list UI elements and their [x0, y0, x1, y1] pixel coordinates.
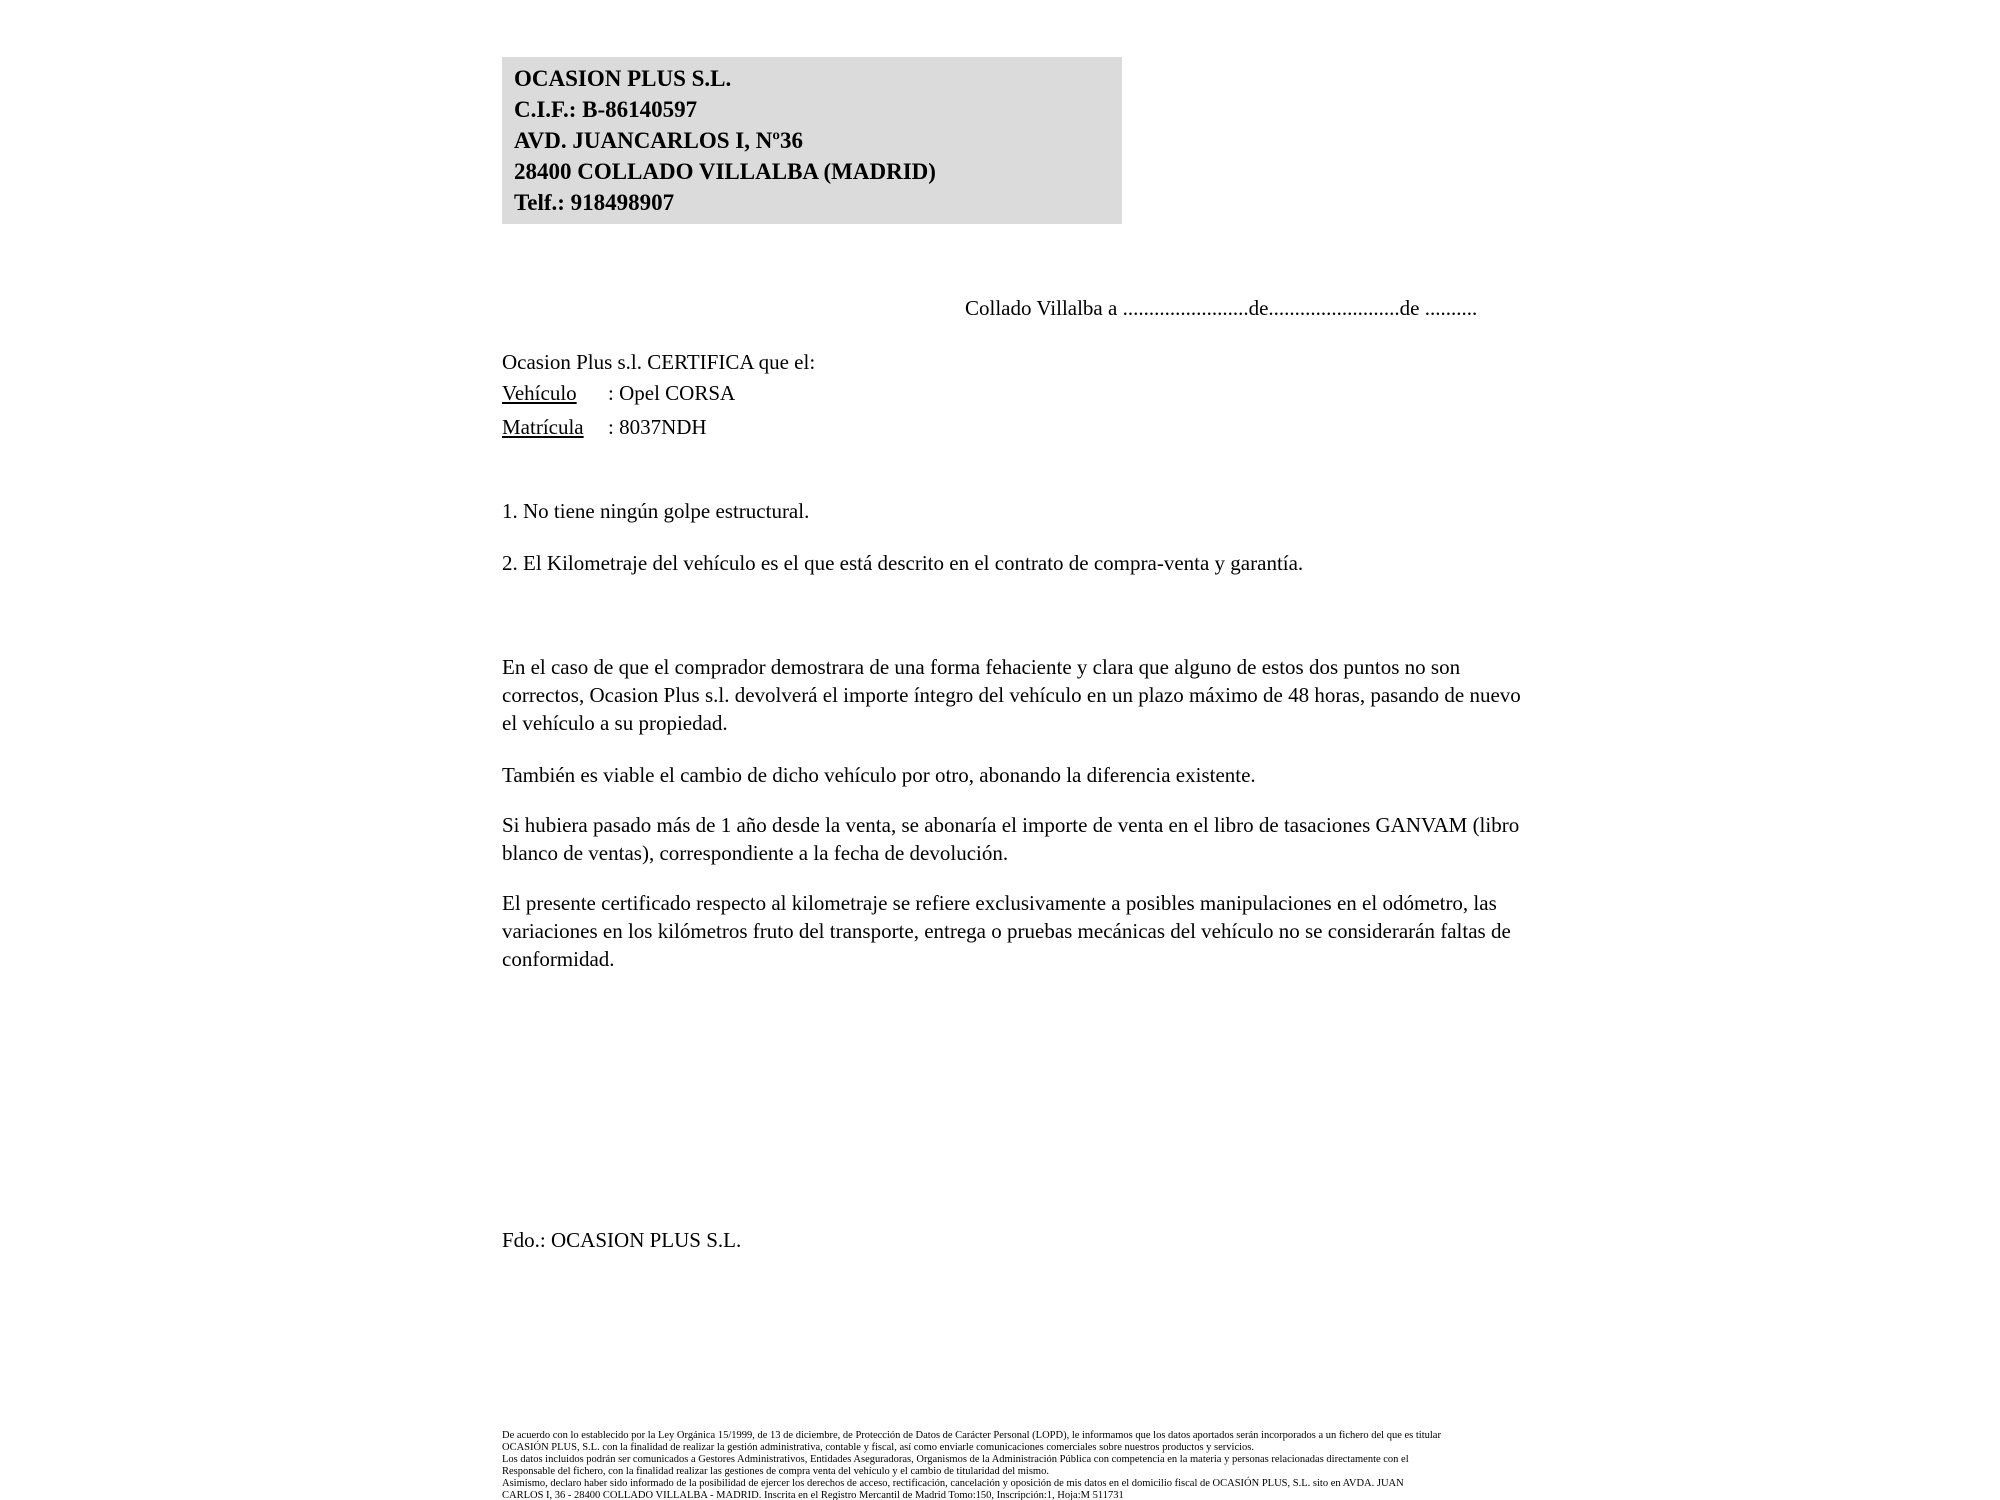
date-line: Collado Villalba a ........................de.........................de .......... [965, 296, 1478, 320]
company-name: OCASION PLUS S.L. [514, 66, 732, 91]
vehicle-label: Vehículo [502, 381, 577, 405]
paragraph-odometer: El presente certificado respecto al kilometraje se refiere exclusivamente a posibles manipulaciones en el odómetro, las variaciones en los kilómetros fruto del transporte, entrega o pruebas mecánicas del vehículo no se considerarán faltas de conformidad. [502, 891, 1511, 971]
vehicle-row [502, 381, 1537, 405]
company-cif: C.I.F.: B-86140597 [514, 97, 698, 122]
legal-footer-line: OCASIÓN PLUS, S.L. con la finalidad de realizar la gestión administrativa, contable y fiscal, así como enviarle comunicaciones comerciales sobre nuestros productos y servicios. [502, 1442, 1254, 1453]
certify-point-2: 2. El Kilometraje del vehículo es el que está descrito en el contrato de compra-venta y garantía. [502, 551, 1304, 575]
legal-footer-line: De acuerdo con lo establecido por la Ley Orgánica 15/1999, de 13 de diciembre, de Protección de Datos de Carácter Personal (LOPD), le informamos que los datos aportados serán incorporados a un fichero del que es titular [502, 1430, 1441, 1441]
company-address: AVD. JUANCARLOS I, Nº36 [514, 128, 803, 153]
document-content [502, 57, 1537, 1252]
legal-footer [502, 1430, 1547, 1500]
plate-value: : 8037NDH [608, 415, 707, 439]
company-header [502, 57, 1122, 224]
paragraph-ganvam: Si hubiera pasado más de 1 año desde la venta, se abonaría el importe de venta en el libro de tasaciones GANVAM (libro blanco de ventas), correspondiente a la fecha de devolución. [502, 813, 1520, 865]
certify-point-1: 1. No tiene ningún golpe estructural. [502, 499, 810, 523]
company-city: 28400 COLLADO VILLALBA (MADRID) [514, 159, 936, 184]
legal-footer-line: CARLOS I, 36 - 28400 COLLADO VILLALBA - MADRID. Inscrita en el Registro Mercantil de Madrid Tomo:150, Inscripción:1, Hoja:M 511731 [502, 1490, 1124, 1500]
legal-footer-line: Los datos incluidos podrán ser comunicados a Gestores Administrativos, Entidades Aseguradoras, Organismos de la Administración Pública con competencia en la materia y personas relacionadas directamente con el [502, 1454, 1409, 1465]
legal-footer-line: Responsable del fichero, con la finalidad realizar las gestiones de compra venta del vehículo y el cambio de titularidad del mismo. [502, 1466, 1049, 1477]
signature-line: Fdo.: OCASION PLUS S.L. [502, 1228, 742, 1252]
vehicle-value: : Opel CORSA [608, 381, 736, 405]
paragraph-refund: En el caso de que el comprador demostrara de una forma fehaciente y clara que alguno de estos dos puntos no son correctos, Ocasion Plus s.l. devolverá el importe íntegro del vehículo en un plazo máximo de 48 horas, pasando de nuevo el vehículo a su propiedad. [502, 655, 1521, 735]
paragraph-exchange: También es viable el cambio de dicho vehículo por otro, abonando la diferencia existente. [502, 763, 1256, 787]
legal-footer-line: Asimismo, declaro haber sido informado de la posibilidad de ejercer los derechos de acceso, rectificación, cancelación y oposición de mis datos en el domicilio fiscal de OCASIÓN PLUS, S.L. sito en AVDA. JUAN [502, 1478, 1404, 1489]
certifies-intro: Ocasion Plus s.l. CERTIFICA que el: [502, 350, 816, 374]
company-phone: Telf.: 918498907 [514, 190, 675, 215]
plate-row [502, 415, 1537, 439]
plate-label: Matrícula [502, 415, 584, 439]
